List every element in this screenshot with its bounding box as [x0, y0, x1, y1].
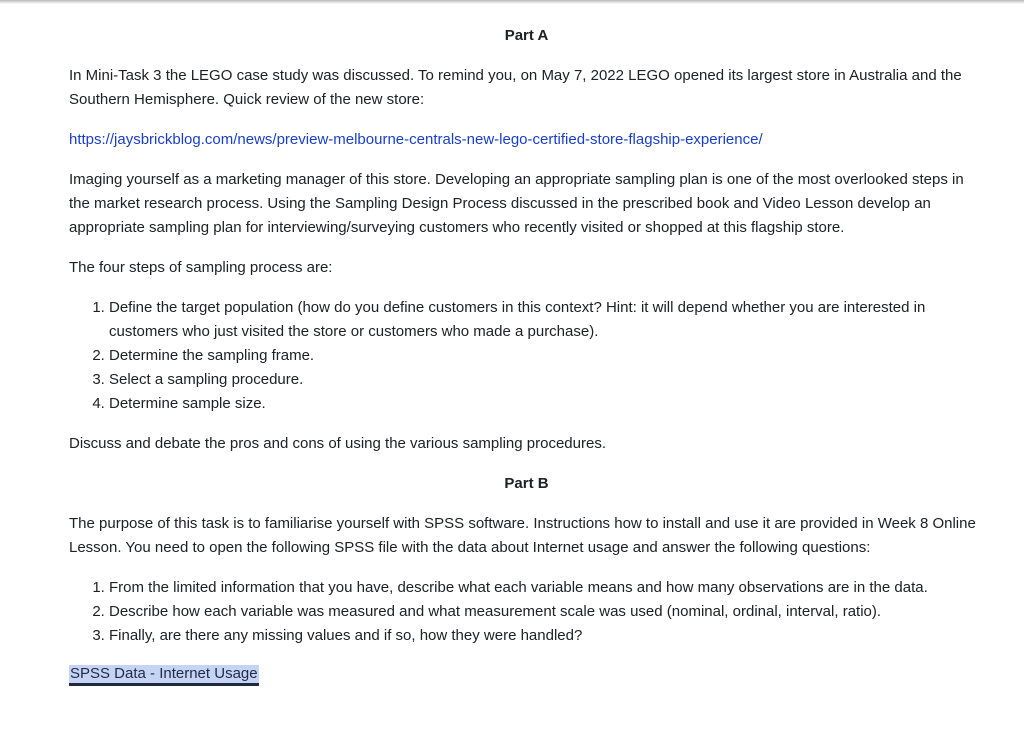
store-link-line [69, 128, 984, 152]
document-body [69, 22, 984, 686]
part-a-intro: In Mini-Task 3 the LEGO case study was discussed. To remind you, on May 7, 2022 LEGO opened its largest store in Australia and the Southern Hemisphere. Quick review of the new store: [69, 67, 962, 108]
list-item: 2. Describe how each variable was measured and what measurement scale was used (nominal, ordinal, interval, ratio). [109, 600, 984, 624]
steps-intro: The four steps of sampling process are: [69, 259, 333, 276]
part-b-heading: Part B [504, 475, 549, 492]
list-item: 1. Define the target population (how do you define customers in this context? Hint: it will depend whether you are interested in customers who just visited the store or customers who made a purchase). [109, 296, 984, 344]
list-item: 2. Determine the sampling frame. [109, 344, 984, 368]
store-review-link[interactable]: https://jaysbrickblog.com/news/preview-melbourne-centrals-new-lego-certified-store-flagship-experience/ [69, 131, 763, 148]
sampling-steps-list [69, 296, 984, 416]
part-b-intro: The purpose of this task is to familiarise yourself with SPSS software. Instructions how to install and use it are provided in Week 8 Online Lesson. You need to open the following SPSS file with the data about Internet usage and answer the following questions: [69, 515, 976, 556]
part-a-heading: Part A [504, 27, 549, 44]
list-item: 3. Select a sampling procedure. [109, 368, 984, 392]
list-item: 3. Finally, are there any missing values and if so, how they were handled? [109, 624, 984, 648]
part-a-task: Imaging yourself as a marketing manager of this store. Developing an appropriate sampling plan is one of the most overlooked steps in the market research process. Using the Sampling Design Process discussed in the prescribed book and Video Lesson develop an appropriate sampling plan for interviewing/surveying customers who recently visited or shopped at this flagship store. [69, 171, 964, 236]
list-item: 1. From the limited information that you have, describe what each variable means and how many observations are in the data. [109, 576, 984, 600]
spss-link-line [69, 662, 984, 686]
questions-list [69, 576, 984, 648]
top-divider [0, 0, 1024, 4]
discussion-prompt: Discuss and debate the pros and cons of using the various sampling procedures. [69, 435, 606, 452]
list-item: 4. Determine sample size. [109, 392, 984, 416]
spss-data-link[interactable]: SPSS Data - Internet Usage [69, 665, 259, 686]
